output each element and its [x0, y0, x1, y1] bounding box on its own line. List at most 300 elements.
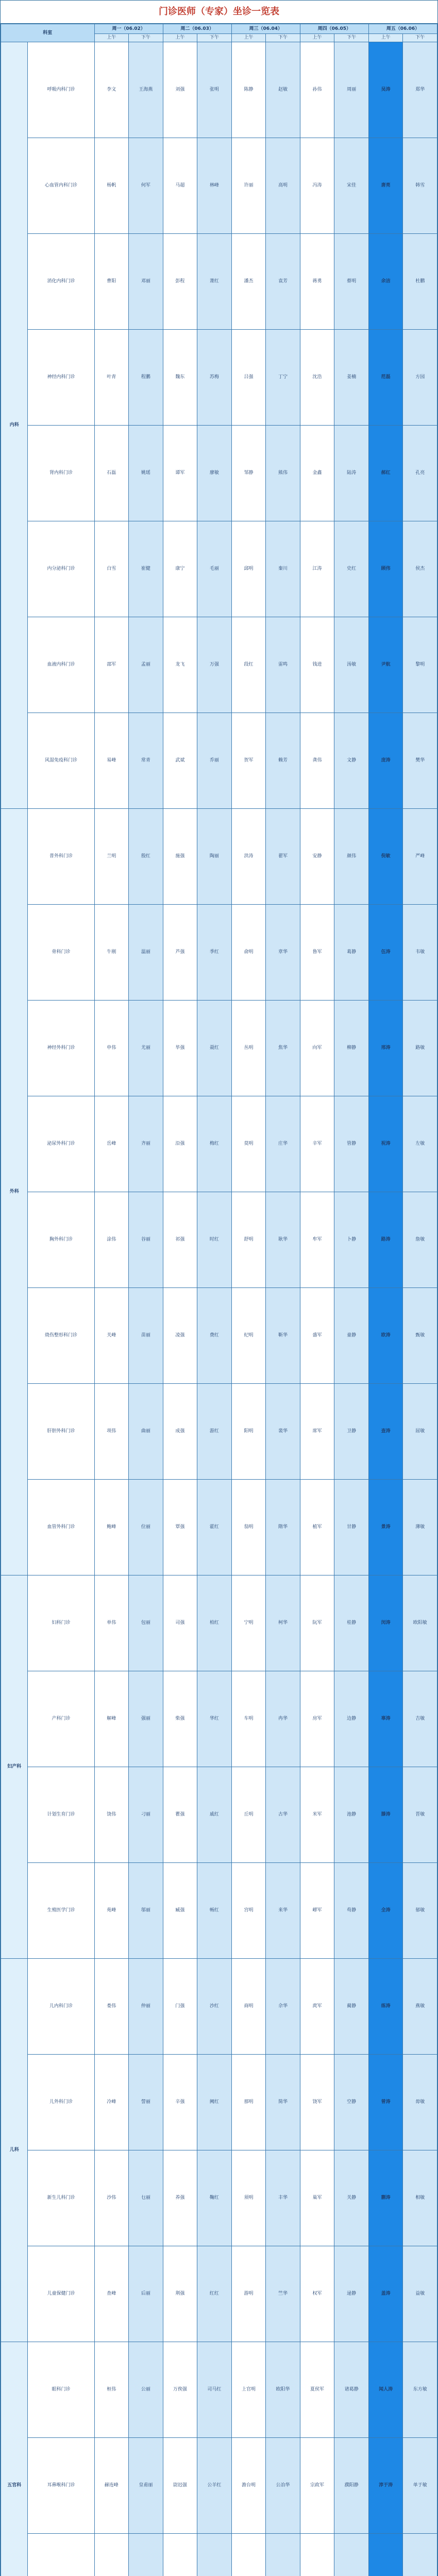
pm-doctor-cell: 周丽: [334, 42, 369, 138]
pm-doctor-cell: 王海燕: [129, 42, 163, 138]
department-cell: 妇产科: [1, 1575, 28, 1959]
pm-doctor-cell: 柏红: [197, 1575, 232, 1671]
am-doctor-cell: 桓伟: [94, 2342, 129, 2438]
am-doctor-cell: 查涛: [368, 1384, 403, 1480]
day-header: 周五（06.06）: [368, 24, 437, 34]
schedule-row: [1, 2246, 437, 2342]
pm-doctor-cell: 何军: [129, 138, 163, 234]
pm-doctor-cell: 司马红: [197, 2342, 232, 2438]
schedule-row: [1, 2150, 437, 2246]
pm-doctor-cell: 陆涛: [334, 426, 369, 521]
department-cell: 内科: [1, 42, 28, 809]
am-doctor-cell: 植军: [300, 1480, 334, 1575]
pm-doctor-cell: 程鹏: [129, 330, 163, 426]
schedule-row: [1, 1288, 437, 1384]
am-doctor-cell: 范磊: [368, 330, 403, 426]
pm-doctor-cell: 熊伟: [266, 426, 300, 521]
pm-doctor-cell: 侯杰: [403, 521, 437, 617]
clinic-cell: 眼科门诊: [28, 2342, 94, 2438]
am-doctor-cell: 饶伟: [94, 1767, 129, 1863]
pm-doctor-cell: 季红: [197, 905, 232, 1001]
pm-doctor-cell: 郑华: [403, 42, 437, 138]
pm-doctor-cell: 秦川: [266, 521, 300, 617]
pm-doctor-cell: 殷红: [129, 809, 163, 905]
am-doctor-cell: 车明: [231, 1671, 266, 1767]
pm-doctor-cell: 高明: [266, 138, 300, 234]
am-doctor-cell: 练涛: [368, 1959, 403, 2055]
am-doctor-cell: 俞明: [231, 905, 266, 1001]
am-doctor-cell: 夏侯军: [300, 2342, 334, 2438]
am-doctor-cell: 巢军: [300, 2150, 334, 2246]
schedule-row: [1, 1767, 437, 1863]
am-doctor-cell: 余洁: [368, 234, 403, 330]
pm-doctor-cell: 汤敏: [334, 617, 369, 713]
pm-doctor-cell: 欧阳敏: [403, 1575, 437, 1671]
am-doctor-cell: [300, 2534, 334, 2576]
am-doctor-cell: 臧强: [163, 1863, 197, 1959]
pm-doctor-cell: 空静: [334, 2055, 369, 2150]
pm-doctor-cell: 来华: [266, 1863, 300, 1959]
pm-doctor-cell: 翟军: [266, 809, 300, 905]
am-doctor-cell: 金鑫: [300, 426, 334, 521]
pm-doctor-cell: 童静: [334, 1288, 369, 1384]
am-doctor-cell: 瞿强: [163, 1767, 197, 1863]
pm-doctor-cell: 张明: [197, 42, 232, 138]
clinic-cell: 计划生育门诊: [28, 1767, 94, 1863]
pm-doctor-cell: 晋敏: [403, 1767, 437, 1863]
am-doctor-cell: 武斌: [163, 713, 197, 809]
pm-doctor-cell: 公丽: [129, 2342, 163, 2438]
am-doctor-cell: 辜涛: [368, 1671, 403, 1767]
pm-doctor-cell: 聂红: [197, 1001, 232, 1096]
am-doctor-cell: 叶青: [94, 330, 129, 426]
clinic-cell: 胸外科门诊: [28, 1192, 94, 1288]
pm-doctor-cell: 丁宁: [266, 330, 300, 426]
pm-doctor-cell: 郁敏: [403, 1863, 437, 1959]
clinic-cell: 风湿免疫科门诊: [28, 713, 94, 809]
pm-doctor-cell: [129, 2534, 163, 2576]
clinic-cell: 耳鼻喉科门诊: [28, 2438, 94, 2534]
pm-doctor-cell: 靳华: [266, 1288, 300, 1384]
schedule-row: [1, 1384, 437, 1480]
pm-doctor-cell: 畅红: [197, 1863, 232, 1959]
am-doctor-cell: 鲍峰: [94, 1480, 129, 1575]
am-doctor-cell: 向军: [300, 1001, 334, 1096]
am-doctor-cell: 盛军: [300, 1288, 334, 1384]
pm-doctor-cell: 韦敏: [403, 905, 437, 1001]
pm-doctor-cell: 柯华: [266, 1575, 300, 1671]
pm-doctor-cell: 毛丽: [197, 521, 232, 617]
pm-doctor-cell: 万强: [197, 617, 232, 713]
am-doctor-cell: 赫连峰: [94, 2438, 129, 2534]
am-doctor-cell: 芦强: [163, 905, 197, 1001]
pm-doctor-cell: 尤丽: [129, 1001, 163, 1096]
pm-doctor-cell: 焦华: [266, 1001, 300, 1096]
schedule-row: [1, 2342, 437, 2438]
clinic-cell: 消化内科门诊: [28, 234, 94, 330]
schedule-row: [1, 617, 437, 713]
am-doctor-cell: 冷峰: [94, 2055, 129, 2150]
pm-doctor-cell: 韩雪: [403, 138, 437, 234]
am-doctor-cell: 商明: [231, 1959, 266, 2055]
schedule-row: [1, 1863, 437, 1959]
clinic-cell: 血液内科门诊: [28, 617, 94, 713]
schedule-row: [1, 809, 437, 905]
am-doctor-cell: 万俟强: [163, 2342, 197, 2438]
pm-doctor-cell: 裴华: [266, 1384, 300, 1480]
day-header: 周二（06.03）: [163, 24, 231, 34]
schedule-row: [1, 2438, 437, 2534]
pm-doctor-cell: 常青: [129, 713, 163, 809]
am-doctor-cell: 石磊: [94, 426, 129, 521]
pm-doctor-cell: 红红: [197, 2246, 232, 2342]
am-doctor-cell: 彭程: [163, 234, 197, 330]
am-header: 上午: [231, 34, 266, 42]
am-doctor-cell: 施强: [163, 809, 197, 905]
pm-header: 下午: [197, 34, 232, 42]
am-doctor-cell: 鲁军: [300, 905, 334, 1001]
am-doctor-cell: 欧涛: [368, 1288, 403, 1384]
pm-doctor-cell: 毋敏: [403, 2055, 437, 2150]
am-doctor-cell: 江涛: [300, 521, 334, 617]
am-doctor-cell: 牟军: [300, 1192, 334, 1288]
schedule-row: [1, 42, 437, 138]
pm-doctor-cell: 沙红: [197, 1959, 232, 2055]
am-doctor-cell: [231, 2534, 266, 2576]
schedule-row: [1, 1959, 437, 2055]
pm-doctor-cell: 单于敏: [403, 2438, 437, 2534]
am-doctor-cell: 蒋勇: [300, 234, 334, 330]
pm-doctor-cell: 皇甫丽: [129, 2438, 163, 2534]
pm-doctor-cell: 燕敏: [403, 1959, 437, 2055]
pm-doctor-cell: 章华: [266, 905, 300, 1001]
pm-doctor-cell: 竺华: [266, 2246, 300, 2342]
am-doctor-cell: 景涛: [368, 1480, 403, 1575]
am-doctor-cell: 杨帆: [94, 138, 129, 234]
am-doctor-cell: 魏东: [163, 330, 197, 426]
am-doctor-cell: 闵涛: [368, 1575, 403, 1671]
pm-doctor-cell: 逯静: [334, 2246, 369, 2342]
am-doctor-cell: 伍涛: [368, 905, 403, 1001]
pm-doctor-cell: 桂静: [334, 1575, 369, 1671]
am-doctor-cell: 舒明: [231, 1192, 266, 1288]
am-doctor-cell: 权军: [300, 2246, 334, 2342]
department-cell: 儿科: [1, 1959, 28, 2342]
pm-doctor-cell: 屈敏: [403, 1384, 437, 1480]
am-doctor-cell: 嵺军: [300, 1863, 334, 1959]
am-doctor-cell: 冯涛: [300, 138, 334, 234]
pm-doctor-cell: 吉敏: [403, 1671, 437, 1767]
pm-doctor-cell: 冉华: [266, 1671, 300, 1767]
pm-doctor-cell: 强丽: [129, 1671, 163, 1767]
pm-doctor-cell: 颜伟: [334, 809, 369, 905]
pm-header: 下午: [403, 34, 437, 42]
pm-doctor-cell: 苗丽: [129, 1288, 163, 1384]
pm-doctor-cell: 陶丽: [197, 809, 232, 905]
am-doctor-cell: [94, 2534, 129, 2576]
am-doctor-cell: 辛强: [163, 2055, 197, 2150]
pm-doctor-cell: 谷丽: [129, 1192, 163, 1288]
pm-doctor-cell: 温丽: [129, 905, 163, 1001]
pm-doctor-cell: [403, 2534, 437, 2576]
pm-doctor-cell: 卜静: [334, 1192, 369, 1288]
pm-doctor-cell: 甄敏: [403, 1288, 437, 1384]
pm-doctor-cell: 后丽: [129, 2246, 163, 2342]
am-header: 上午: [94, 34, 129, 42]
pm-doctor-cell: 欧阳华: [266, 2342, 300, 2438]
pm-doctor-cell: 濮阳静: [334, 2438, 369, 2534]
pm-doctor-cell: 相敏: [403, 2150, 437, 2246]
pm-doctor-cell: 乜丽: [129, 2150, 163, 2246]
clinic-cell: 生殖医学门诊: [28, 1863, 94, 1959]
pm-doctor-cell: 文静: [334, 713, 369, 809]
am-doctor-cell: 龙飞: [163, 617, 197, 713]
am-doctor-cell: 宁明: [231, 1575, 266, 1671]
pm-doctor-cell: 梅红: [197, 1096, 232, 1192]
schedule-row: [1, 713, 437, 809]
clinic-cell: 儿内科门诊: [28, 1959, 94, 2055]
clinic-cell: 普外科门诊: [28, 809, 94, 905]
pm-doctor-cell: 黎明: [403, 617, 437, 713]
am-doctor-cell: 申伟: [94, 1001, 129, 1096]
clinic-cell: 新生儿科门诊: [28, 2150, 94, 2246]
clinic-cell: 神经外科门诊: [28, 1001, 94, 1096]
am-doctor-cell: 宫明: [231, 1863, 266, 1959]
pm-doctor-cell: 孟丽: [129, 617, 163, 713]
am-doctor-cell: 沿强: [163, 1096, 197, 1192]
am-doctor-cell: 成强: [163, 1384, 197, 1480]
pm-doctor-cell: 刁丽: [129, 1767, 163, 1863]
am-doctor-cell: 澹台明: [231, 2438, 266, 2534]
pm-doctor-cell: 简华: [266, 2055, 300, 2150]
department-cell: 五官科: [1, 2342, 28, 2576]
am-doctor-cell: 贺军: [231, 713, 266, 809]
pm-doctor-cell: 蔡明: [334, 234, 369, 330]
pm-doctor-cell: 姜楠: [334, 330, 369, 426]
am-doctor-cell: 解峰: [94, 1671, 129, 1767]
day-header: 周四（06.05）: [300, 24, 368, 34]
clinic-cell: 儿外科门诊: [28, 2055, 94, 2150]
pm-doctor-cell: 华红: [197, 1671, 232, 1767]
am-doctor-cell: 岳峰: [94, 1096, 129, 1192]
pm-header: 下午: [129, 34, 163, 42]
am-doctor-cell: [163, 2534, 197, 2576]
am-doctor-cell: 丛明: [231, 1001, 266, 1096]
am-doctor-cell: 兰明: [94, 809, 129, 905]
pm-doctor-cell: 益敏: [403, 2246, 437, 2342]
pm-doctor-cell: 孔亮: [403, 426, 437, 521]
pm-doctor-cell: 严峰: [403, 809, 437, 905]
pm-doctor-cell: 时红: [197, 1192, 232, 1288]
schedule-row: [1, 138, 437, 234]
clinic-cell: 血管外科门诊: [28, 1480, 94, 1575]
am-doctor-cell: 关峰: [94, 1288, 129, 1384]
pm-doctor-cell: 阙红: [197, 2055, 232, 2150]
pm-doctor-cell: 蔺静: [334, 1959, 369, 2055]
pm-doctor-cell: 齐丽: [129, 1096, 163, 1192]
am-doctor-cell: 倪敏: [368, 809, 403, 905]
pm-doctor-cell: 袁芳: [266, 234, 300, 330]
am-doctor-cell: 潘杰: [231, 234, 266, 330]
pm-doctor-cell: 池静: [334, 1767, 369, 1863]
am-doctor-cell: 莫明: [231, 1096, 266, 1192]
pm-doctor-cell: 诸葛静: [334, 2342, 369, 2438]
am-header: 上午: [163, 34, 197, 42]
am-doctor-cell: 曾涛: [368, 2055, 403, 2150]
am-doctor-cell: 庞涛: [368, 713, 403, 809]
am-doctor-cell: 阮军: [300, 1575, 334, 1671]
am-doctor-cell: 门强: [163, 1959, 197, 2055]
pm-doctor-cell: 霍红: [197, 1480, 232, 1575]
pm-doctor-cell: 费红: [197, 1288, 232, 1384]
clinic-cell: 内分泌科门诊: [28, 521, 94, 617]
schedule-row: [1, 426, 437, 521]
am-doctor-cell: 蒯涛: [368, 2150, 403, 2246]
am-doctor-cell: 上官明: [231, 2342, 266, 2438]
am-doctor-cell: 宗政军: [300, 2438, 334, 2534]
am-doctor-cell: 李文: [94, 42, 129, 138]
am-doctor-cell: 尉迟强: [163, 2438, 197, 2534]
am-doctor-cell: 辛军: [300, 1096, 334, 1192]
pm-doctor-cell: 鞠红: [197, 2150, 232, 2246]
clinic-cell: 肾内科门诊: [28, 426, 94, 521]
am-doctor-cell: 席军: [300, 1384, 334, 1480]
am-doctor-cell: 娄伟: [94, 1959, 129, 2055]
schedule-row: [1, 1192, 437, 1288]
clinic-cell: 烧伤整形科门诊: [28, 1288, 94, 1384]
am-doctor-cell: 纪明: [231, 1288, 266, 1384]
am-doctor-cell: 滕涛: [368, 1767, 403, 1863]
am-doctor-cell: 顾伟: [368, 521, 403, 617]
am-doctor-cell: 邢涛: [368, 1001, 403, 1096]
pm-doctor-cell: 萧红: [197, 234, 232, 330]
pm-header: 下午: [266, 34, 300, 42]
schedule-row: [1, 2055, 437, 2150]
am-doctor-cell: 翁明: [231, 1480, 266, 1575]
am-doctor-cell: 凌强: [163, 1288, 197, 1384]
pm-doctor-cell: 左敏: [403, 1096, 437, 1192]
pm-doctor-cell: 邬丽: [129, 1863, 163, 1959]
pm-doctor-cell: 公冶华: [266, 2438, 300, 2534]
schedule-row: [1, 1671, 437, 1767]
am-doctor-cell: 饶军: [300, 2055, 334, 2150]
pm-doctor-cell: 古华: [266, 1767, 300, 1863]
day-header: 周一（06.02）: [94, 24, 163, 34]
schedule-row: [1, 1096, 437, 1192]
pm-header: 下午: [334, 34, 369, 42]
pm-doctor-cell: 樊华: [403, 713, 437, 809]
am-doctor-cell: 游明: [231, 2246, 266, 2342]
am-doctor-cell: 项伟: [94, 1384, 129, 1480]
am-doctor-cell: 吴涛: [368, 42, 403, 138]
am-doctor-cell: 那明: [231, 2055, 266, 2150]
am-doctor-cell: 唐亮: [368, 138, 403, 234]
am-doctor-cell: 牛刚: [94, 905, 129, 1001]
pm-doctor-cell: 戚红: [197, 1767, 232, 1863]
pm-doctor-cell: 宋佳: [334, 138, 369, 234]
clinic-cell: [28, 2534, 94, 2576]
am-doctor-cell: 白雪: [94, 521, 129, 617]
pm-doctor-cell: 卫静: [334, 1384, 369, 1480]
schedule-row: [1, 234, 437, 330]
am-doctor-cell: 房军: [300, 1671, 334, 1767]
pm-doctor-cell: 姚瑶: [129, 426, 163, 521]
clinic-cell: 泌尿外科门诊: [28, 1096, 94, 1192]
pm-doctor-cell: [266, 2534, 300, 2576]
pm-doctor-cell: 崔健: [129, 521, 163, 617]
am-doctor-cell: 曹阳: [94, 234, 129, 330]
schedule-row: [1, 1480, 437, 1575]
pm-doctor-cell: 边静: [334, 1671, 369, 1767]
pm-doctor-cell: 方园: [403, 330, 437, 426]
pm-doctor-cell: 路敏: [403, 1001, 437, 1096]
clinic-cell: 产科门诊: [28, 1671, 94, 1767]
am-doctor-cell: 淳于涛: [368, 2438, 403, 2534]
am-doctor-cell: 覃强: [163, 1480, 197, 1575]
schedule-row: [1, 1001, 437, 1096]
pm-doctor-cell: 薄敏: [403, 1480, 437, 1575]
am-doctor-cell: 涂伟: [94, 1192, 129, 1288]
pm-doctor-cell: 隋华: [266, 1480, 300, 1575]
clinic-cell: 心血管内科门诊: [28, 138, 94, 234]
am-doctor-cell: 单伟: [94, 1575, 129, 1671]
am-doctor-cell: 沈浩: [300, 330, 334, 426]
schedule-row: [1, 521, 437, 617]
pm-doctor-cell: 杜鹏: [403, 234, 437, 330]
pm-doctor-cell: 公羊红: [197, 2438, 232, 2534]
pm-doctor-cell: 詹敏: [403, 1192, 437, 1288]
am-header: 上午: [368, 34, 403, 42]
am-doctor-cell: 孙伟: [300, 42, 334, 138]
am-doctor-cell: 龚伟: [300, 713, 334, 809]
pm-doctor-cell: 葛静: [334, 905, 369, 1001]
pm-doctor-cell: 赖芳: [266, 713, 300, 809]
am-doctor-cell: 易峰: [94, 713, 129, 809]
pm-doctor-cell: 庄华: [266, 1096, 300, 1192]
am-doctor-cell: 许丽: [231, 138, 266, 234]
clinic-cell: 肝胆外科门诊: [28, 1384, 94, 1480]
am-doctor-cell: 苑峰: [94, 1863, 129, 1959]
am-doctor-cell: 段红: [231, 617, 266, 713]
pm-doctor-cell: 苏梅: [197, 330, 232, 426]
pm-doctor-cell: 包丽: [129, 1575, 163, 1671]
pm-doctor-cell: 邓丽: [129, 234, 163, 330]
am-doctor-cell: 荆强: [163, 2246, 197, 2342]
am-doctor-cell: 须明: [231, 2150, 266, 2246]
pm-doctor-cell: 柳静: [334, 1001, 369, 1096]
pm-doctor-cell: 赵敏: [266, 42, 300, 138]
pm-doctor-cell: 东方敏: [403, 2342, 437, 2438]
am-doctor-cell: 马超: [163, 138, 197, 234]
am-doctor-cell: 养强: [163, 2150, 197, 2246]
pm-doctor-cell: 史红: [334, 521, 369, 617]
page-title: 门诊医师（专家）坐诊一览表: [1, 1, 437, 24]
pm-doctor-cell: 耿华: [266, 1192, 300, 1288]
am-doctor-cell: 阳明: [231, 1384, 266, 1480]
am-doctor-cell: 钱进: [300, 617, 334, 713]
pm-doctor-cell: 管静: [334, 1096, 369, 1192]
pm-doctor-cell: 雷鸣: [266, 617, 300, 713]
pm-doctor-cell: 甘静: [334, 1480, 369, 1575]
pm-doctor-cell: [197, 2534, 232, 2576]
schedule-table: [1, 24, 437, 2576]
schedule-row: [1, 905, 437, 1001]
am-doctor-cell: 康宁: [163, 521, 197, 617]
am-doctor-cell: 邱明: [231, 521, 266, 617]
am-doctor-cell: 丘明: [231, 1767, 266, 1863]
am-doctor-cell: 闻人涛: [368, 2342, 403, 2438]
am-doctor-cell: 全涛: [368, 1863, 403, 1959]
